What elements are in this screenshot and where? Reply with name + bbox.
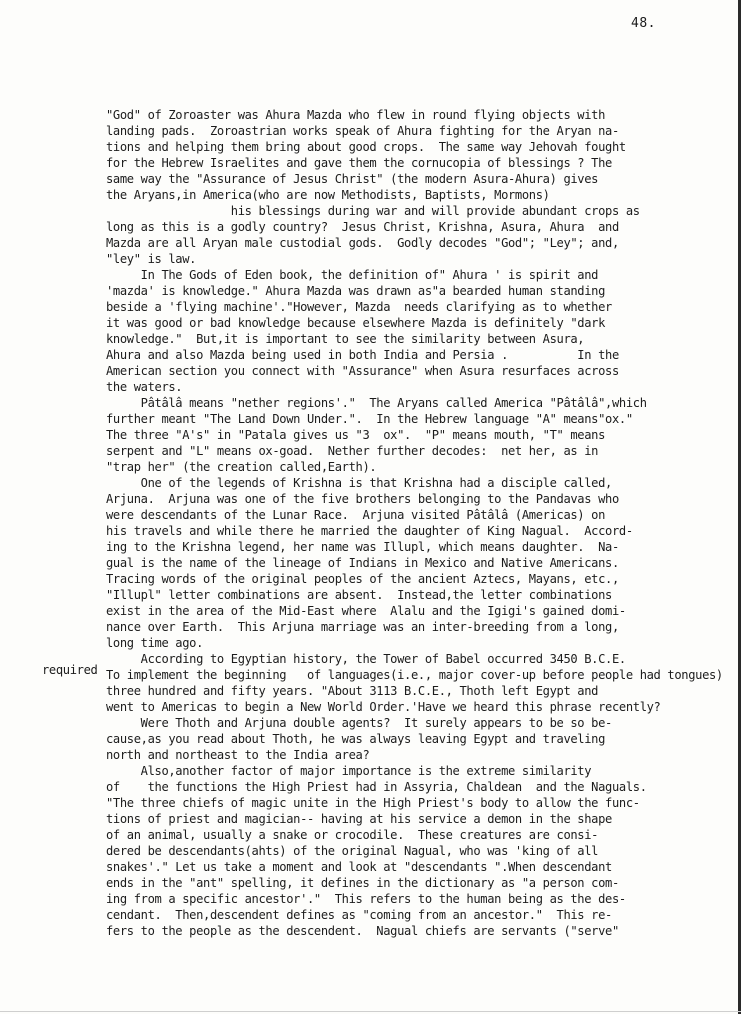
page-number: 48. [631,16,656,31]
text-line: same way the "Assurance of Jesus Christ" (the modern Asura-Ahura) gives [106,172,599,186]
text-line: north and northeast to the India area? [106,748,370,762]
text-line: of an animal, usually a snake or crocodile. These creatures are consi- [106,828,599,842]
text-line: three hundred and fifty years. "About 3113 B.C.E., Thoth left Egypt and [106,684,599,698]
text-line: American section you connect with "Assurance" when Asura resurfaces across [106,364,619,378]
text-line: went to Americas to begin a New World Order.'Have we heard this phrase recently? [106,700,661,714]
text-line: the waters. [106,380,183,394]
text-line: dered be descendants(ahts) of the original Nagual, who was 'king of all [106,844,599,858]
text-line: Tracing words of the original peoples of the ancient Aztecs, Mayans, etc., [106,572,619,586]
text-line: long as this is a godly country? Jesus Christ, Krishna, Asura, Ahura and [106,220,619,234]
text-line: it was good or bad knowledge because elsewhere Mazda is definitely "dark [106,316,606,330]
text-line: To implement the beginning of languages(i.e., major cover-up before people had tongues) [106,668,723,682]
text-line: his travels and while there he married the daughter of King Nagual. Accord- [106,524,633,538]
text-line: for the Hebrew Israelites and gave them the cornucopia of blessings ? The [106,156,612,170]
text-line: 'mazda' is knowledge." Ahura Mazda was drawn as"a bearded human standing [106,284,606,298]
text-line: Pâtâlâ means "nether regions'." The Aryans called America "Pâtâlâ",which [106,396,647,410]
text-line: knowledge." But,it is important to see the similarity between Asura, [106,332,585,346]
text-line: "ley" is law. [106,252,197,266]
text-line: tions and helping them bring about good crops. The same way Jehovah fought [106,140,626,154]
page-bottom-edge [0,1011,741,1012]
text-line: serpent and "L" means ox-goad. Nether further decodes: net her, as in [106,444,599,458]
text-line: ing to the Krishna legend, her name was Illupl, which means daughter. Na- [106,540,619,554]
text-line: In The Gods of Eden book, the definition of" Ahura ' is spirit and [106,268,599,282]
text-line: "God" of Zoroaster was Ahura Mazda who flew in round flying objects with [106,108,606,122]
text-line: beside a 'flying machine'."However, Mazda needs clarifying as to whether [106,300,612,314]
text-line: exist in the area of the Mid-East where Alalu and the Igigi's gained domi- [106,604,626,618]
text-line: the Aryans,in America(who are now Methodists, Baptists, Mormons) [106,188,550,202]
margin-note: required [42,663,98,677]
text-line: long time ago. [106,636,204,650]
text-line: Were Thoth and Arjuna double agents? It surely appears to be so be- [106,716,612,730]
text-line: his blessings during war and will provide abundant crops as [106,204,640,218]
text-line: landing pads. Zoroastrian works speak of Ahura fighting for the Aryan na- [106,124,619,138]
text-line: were descendants of the Lunar Race. Arjuna visited Pâtâlâ (Americas) on [106,508,606,522]
text-line: snakes'." Let us take a moment and look at "descendants ".When descendant [106,860,612,874]
text-line: ends in the "ant" spelling, it defines in the dictionary as "a person com- [106,876,619,890]
text-line: ing from a specific ancestor'." This refers to the human being as the des- [106,892,626,906]
text-line: of the functions the High Priest had in Assyria, Chaldean and the Naguals. [106,780,647,794]
text-line: Mazda are all Aryan male custodial gods. Godly decodes "God"; "Ley"; and, [106,236,619,250]
text-line: fers to the people as the descendent. Nagual chiefs are servants ("serve" [106,924,619,938]
text-line: tions of priest and magician-- having at his service a demon in the shape [106,812,612,826]
text-line: The three "A's" in "Patala gives us "3 ox". "P" means mouth, "T" means [106,428,606,442]
text-line: gual is the name of the lineage of Indians in Mexico and Native Americans. [106,556,619,570]
text-line: One of the legends of Krishna is that Krishna had a disciple called, [106,476,612,490]
text-line: nance over Earth. This Arjuna marriage was an inter-breeding from a long, [106,620,619,634]
text-line: Also,another factor of major importance is the extreme similarity [106,764,592,778]
text-line: Ahura and also Mazda being used in both India and Persia . In the [106,348,619,362]
text-line: further meant "The Land Down Under.". In the Hebrew language "A" means"ox." [106,412,633,426]
text-line: According to Egyptian history, the Tower of Babel occurred 3450 B.C.E. [106,652,626,666]
text-line: "The three chiefs of magic unite in the High Priest's body to allow the func- [106,796,640,810]
text-line: "trap her" (the creation called,Earth). [106,460,377,474]
text-line: cendant. Then,descendent defines as "coming from an ancestor." This re- [106,908,612,922]
text-line: cause,as you read about Thoth, he was always leaving Egypt and traveling [106,732,606,746]
text-line: Arjuna. Arjuna was one of the five brothers belonging to the Pandavas who [106,492,619,506]
text-line: "Illupl" letter combinations are absent. Instead,the letter combinations [106,588,612,602]
